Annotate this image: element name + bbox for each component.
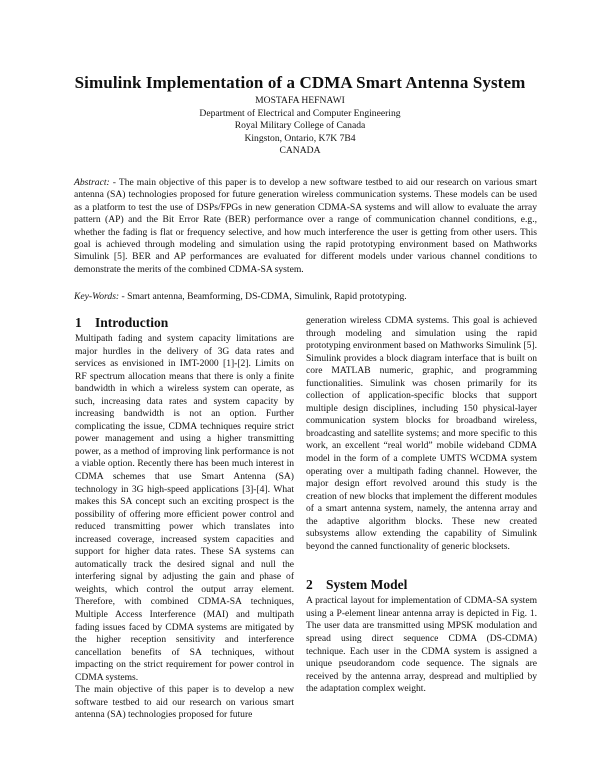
keywords xyxy=(74,291,537,303)
paragraph: A practical layout for implementation of CDMA-SA system using a P-element linear antenna array is depicted in Fig. 1. The user data are transmitted using MPSK modulation and spread using direct sequence CDMA (DS-CDMA) technique. Each user in the CDMA system is assigned a unique pseudorandom code sequence. The signals are received by the antenna array, despread and multiplied by the adaptation complex weight. xyxy=(306,595,537,695)
left-column xyxy=(75,315,294,722)
section-spacer xyxy=(306,553,537,577)
section-title: Introduction xyxy=(95,315,169,330)
paragraph: Multipath fading and system capacity limitations are major hurdles in the delivery of 3G data rates and services as envisioned in IMT-2000 [1]-[2]. Limits on RF spectrum allocation means that there is only a finite bandwidth in which a wireless system can operate, as such, increasing data rates and system capacity by increasing bandwidth is not an option. Further complicating the issue, CDMA techniques require strict power management and using a higher transmitting power, as a method of improving link performance is not a viable option. Recently there has been much interest in CDMA schemes that use Smart Antenna (SA) technology in 3G high-speed applications [3]-[4]. What makes this SA concept such an exciting prospect is the possibility of offering more efficient power control and reduced transmitting power which translates into increased coverage, increased system capacities and support for higher data rates. These SA systems can automatically track the desired signal and null the interfering signal by adjusting the gain and phase of weights, which control the output array element. Therefore, with combined CDMA-SA techniques, Multiple Access Interference (MAI) and multipath fading issues faced by CDMA systems are mitigated by the higher reception sensitivity and interference cancellation benefits of SA techniques, without impacting on the strict requirement for power control in CDMA systems. xyxy=(75,333,294,683)
section-heading-introduction xyxy=(75,315,294,331)
author-block xyxy=(0,95,600,158)
section-title: System Model xyxy=(326,577,408,593)
author-department: Department of Electrical and Computer Engineering xyxy=(199,107,401,119)
paragraph: generation wireless CDMA systems. This goal is achieved through modeling and simulation using the rapid prototyping environment based on Mathworks Simulink [5]. Simulink provides a block diagram interface that is built on core MATLAB numeric, graphic, and programming functionalities. Simulink was chosen primarily for its collection of application-specific blocks that support multiple design disciplines, including 150 physical-layer communication system blocks for broadband wireless, broadcasting and satellite systems; and more specific to this work, an excellent “real world” mobile wideband CDMA model in the form of a complete UMTS WCDMA system operating over a multipath fading channel. However, the major design effort revolved around this study is the creation of new blocks that implement the different modules of a smart antenna system, namely, the antenna array and the adaptive algorithm blocks. These new created subsystems allow extending the capability of Simulink beyond the canned functionality of generic blocksets. xyxy=(306,315,537,552)
right-column xyxy=(306,315,537,696)
author-address: Kingston, Ontario, K7K 7B4 xyxy=(244,132,356,144)
abstract xyxy=(74,177,537,276)
keywords-text: Smart antenna, Beamforming, DS-CDMA, Simulink, Rapid prototyping. xyxy=(127,291,407,302)
section-number: 2 xyxy=(306,577,313,593)
abstract-label: Abstract: - xyxy=(74,177,116,188)
abstract-text: The main objective of this paper is to develop a new software testbed to aid our research on various smart antenna (SA) technologies proposed for future generation wireless communication systems. These models can be used as a platform to test the use of DSPs/FPGs in new generation CDMA-SA systems and will allow to evaluate the array pattern (AP) and the Bit Error Rate (BER) performance over a range of communication channel conditions, e.g., whether the fading is flat or frequency selective, and how much interference the user is getting from other users. This goal is achieved through modeling and simulation using the rapid prototyping environment based on Mathworks Simulink [5]. BER and AP performances are evaluated for different models under various channel conditions to demonstrate the merits of the combined CDMA-SA system. xyxy=(74,177,537,275)
section-heading-system-model xyxy=(306,577,537,593)
author-name: MOSTAFA HEFNAWI xyxy=(255,95,345,106)
author-country: CANADA xyxy=(279,145,321,156)
keywords-label: Key-Words: - xyxy=(74,291,125,302)
paragraph: The main objective of this paper is to develop a new software testbed to aid our research on various smart antenna (SA) technologies proposed for future xyxy=(75,684,294,721)
author-institution: Royal Military College of Canada xyxy=(234,120,366,131)
paper-title: Simulink Implementation of a CDMA Smart Antenna System xyxy=(74,73,526,92)
section-number: 1 xyxy=(75,315,82,330)
